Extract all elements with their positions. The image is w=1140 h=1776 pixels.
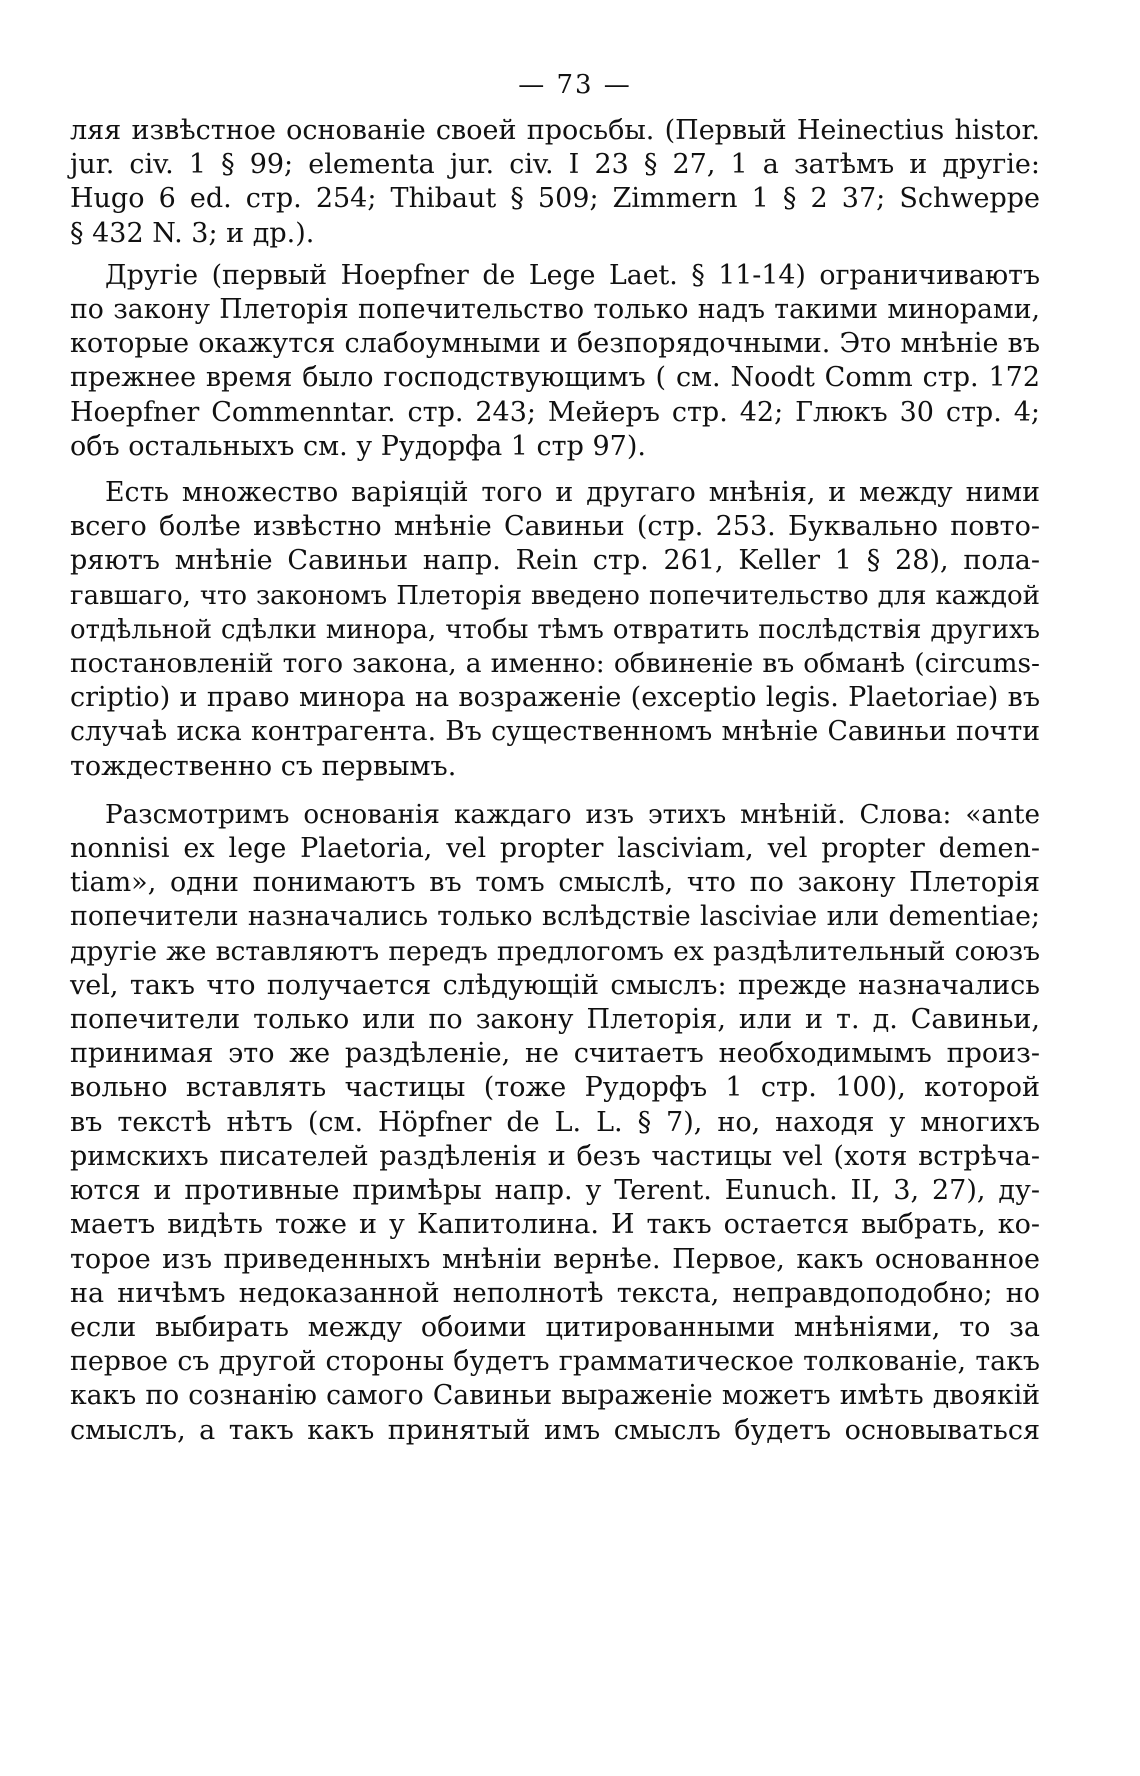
- text-line: которые окажутся слабоумными и безпорядочными. Это мнѣніе въ: [70, 328, 1040, 360]
- text-line: Hugo 6 ed. стр. 254; Thibaut § 509; Zimmern 1 § 2 37; Schweppe: [70, 183, 1040, 215]
- text-line: отдѣльной сдѣлки минора, чтобы тѣмъ отвратить послѣдствія другихъ: [70, 614, 1040, 645]
- text-line: ются и противные примѣры напр. у Terent. Eunuch. II, 3, 27), ду-: [70, 1175, 1040, 1207]
- text-line: nonnisi ex lege Plaetoria, vel propter lasciviam, vel propter demen-: [70, 833, 1040, 865]
- text-line: первое съ другой стороны будетъ грамматическое толкованіе, такъ: [70, 1346, 1040, 1378]
- text-line: на ничѣмъ недоказанной неполнотѣ текста, неправдоподобно; но: [70, 1277, 1040, 1309]
- text-line: тождественно съ первымъ.: [70, 750, 457, 782]
- text-line: vel, такъ что получается слѣдующій смыслъ: прежде назначались: [70, 969, 1040, 1001]
- text-line: Разсмотримъ основанія каждаго изъ этихъ мнѣній. Слова: «ante: [105, 799, 1040, 830]
- text-line: попечители только или по закону Плеторія, или и т. д. Савиньи,: [70, 1004, 1040, 1036]
- text-body: [70, 114, 1040, 1448]
- text-line: прежнее время было господствующимъ ( см. Noodt Comm стр. 172: [70, 362, 1040, 394]
- text-line: по закону Плеторія попечительство только надъ такими минорами,: [70, 294, 1040, 326]
- text-line: всего болѣе извѣстно мнѣніе Савиньи (стр. 253. Буквально повто-: [70, 511, 1040, 543]
- text-line: принимая это же раздѣленіе, не считаетъ необходимымъ произ-: [70, 1038, 1040, 1070]
- text-line: въ текстѣ нѣтъ (см. Höpfner de L. L. § 7), но, находя у многихъ: [70, 1106, 1040, 1138]
- text-line: маетъ видѣть тоже и у Капитолина. И такъ остается выбрать, ко-: [70, 1209, 1040, 1241]
- text-line: гавшаго, что закономъ Плеторія введено попечительство для каждой: [70, 580, 1040, 611]
- page-number: — 73 —: [518, 70, 632, 100]
- text-line: смыслъ, а такъ какъ принятый имъ смыслъ будетъ основываться: [70, 1414, 1040, 1446]
- text-line: торое изъ приведенныхъ мнѣніи вернѣе. Первое, какъ основанное: [70, 1243, 1040, 1275]
- text-line: ряютъ мнѣніе Савиньи напр. Rein стр. 261, Keller 1 § 28), пола-: [70, 545, 1040, 577]
- text-line: попечители назначались только вслѣдствіе lasciviae или dementiae;: [70, 901, 1040, 933]
- text-line: постановленій того закона, а именно: обвиненіе въ обманѣ (circums-: [70, 648, 1040, 680]
- text-line: criptio) и право минора на возраженіе (exceptio legis. Plaetoriae) въ: [70, 682, 1040, 714]
- text-line: какъ по сознанію самого Савиньи выраженіе можетъ имѣть двоякій: [70, 1380, 1040, 1412]
- text-line: вольно вставлять частицы (тоже Рудорфъ 1 стр. 100), которой: [70, 1072, 1040, 1104]
- paragraph: [70, 114, 1040, 251]
- text-line: ляя извѣстное основаніе своей просьбы. (Первый Heinectius histor.: [70, 115, 1040, 146]
- paragraph: [70, 798, 1040, 1448]
- text-line: объ остальныхъ см. у Рудорфа 1 стр 97).: [70, 430, 646, 462]
- text-line: если выбирать между обоими цитированными мнѣніями, то за: [70, 1311, 1040, 1343]
- text-line: Другіе (первый Hoepfner de Lege Laet. § 11-14) ограничиваютъ: [105, 259, 1040, 291]
- text-line: § 432 N. 3; и др.).: [70, 217, 315, 249]
- text-line: Hoepfner Commenntar. стр. 243; Мейеръ стр. 42; Глюкъ 30 стр. 4;: [70, 396, 1040, 428]
- text-line: tiam», одни понимаютъ въ томъ смыслѣ, что по закону Плеторія: [70, 867, 1040, 899]
- text-line: Есть множество варіяцій того и другаго мнѣнія, и между ними: [105, 477, 1040, 509]
- book-page: [70, 70, 1040, 1750]
- paragraph: [70, 259, 1040, 464]
- paragraph: [70, 476, 1040, 784]
- text-line: римскихъ писателей раздѣленія и безъ частицы vel (хотя встрѣча-: [70, 1140, 1040, 1172]
- text-line: jur. civ. 1 § 99; elementa jur. civ. I 23 § 27, 1 а затѣмъ и другіе:: [70, 149, 1040, 181]
- text-line: другіе же вставляютъ передъ предлогомъ ex раздѣлительный союзъ: [70, 935, 1040, 967]
- text-line: случаѣ иска контрагента. Въ существенномъ мнѣніе Савиньи почти: [70, 716, 1040, 748]
